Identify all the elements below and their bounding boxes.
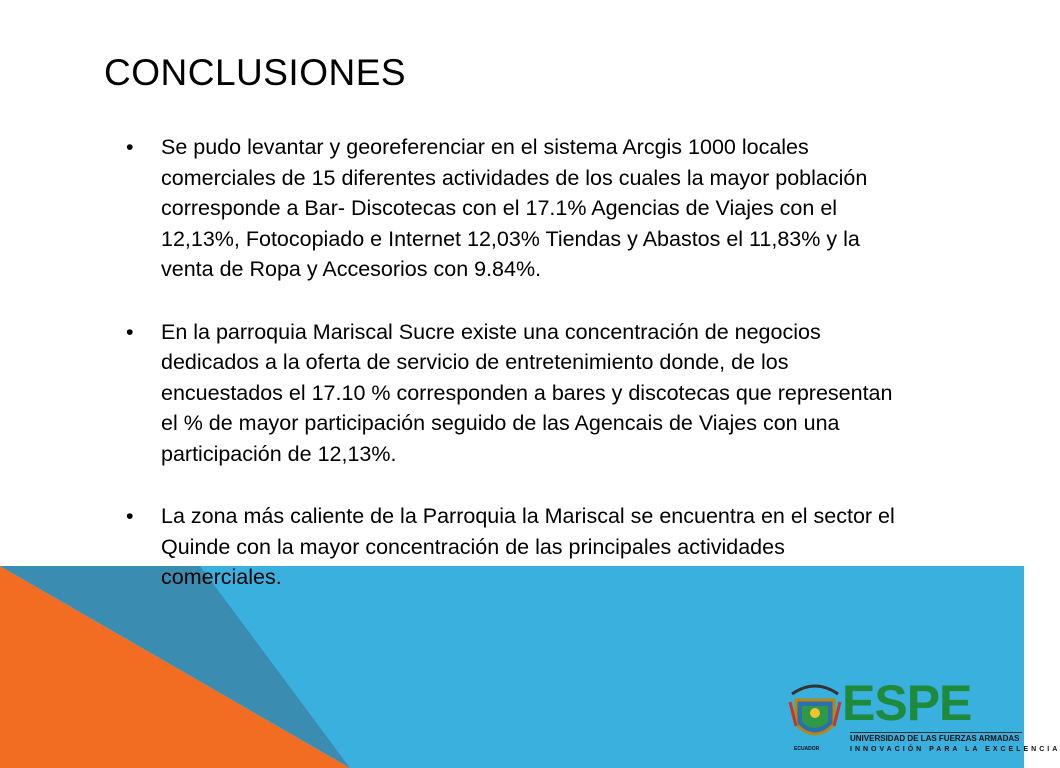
crest-label: ECUADOR	[794, 746, 820, 752]
espe-wordmark: ESPE	[842, 675, 972, 731]
crest-icon	[788, 680, 842, 746]
logo-motto: INNOVACIÓN PARA LA EXCELENCIA	[850, 746, 1060, 753]
bullet-list	[126, 132, 906, 625]
bullet-item: • Se pudo levantar y georeferenciar en el sistema Arcgis 1000 locales comerciales de 15 diferentes actividades de los cuales la mayor población corresponde a Bar- Discotecas con el 17.1% Agencias de Viajes con el 12,13%, Fotocopiado e Internet 12,03% Tiendas y Abastos el 11,83% y la venta de Ropa y Accesorios con 9.84%.	[126, 132, 906, 285]
espe-logo	[782, 675, 1060, 766]
bullet-item: • La zona más caliente de la Parroquia la Mariscal se encuentra en el sector el Quinde con la mayor concentración de las principales actividades comerciales.	[126, 501, 906, 593]
logo-university-name: UNIVERSIDAD DE LAS FUERZAS ARMADAS	[850, 732, 1022, 743]
bullet-item: • En la parroquia Mariscal Sucre existe una concentración de negocios dedicados a la oferta de servicio de entretenimiento donde, de los encuestados el 17.10 % corresponden a bares y discotecas que representan el % de mayor participación seguido de las Agencais de Viajes con una participación de 12,13%.	[126, 317, 906, 470]
slide-title: CONCLUSIONES	[104, 52, 407, 93]
